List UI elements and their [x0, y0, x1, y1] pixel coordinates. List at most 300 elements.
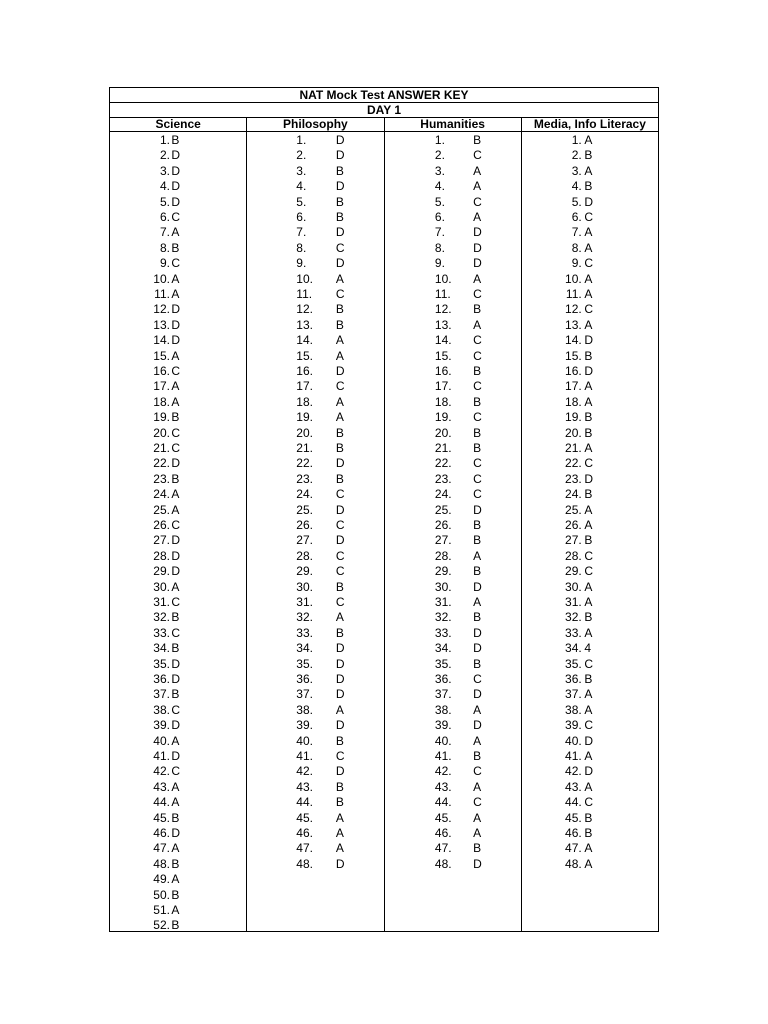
answer-row — [110, 148, 246, 163]
question-number: 22. — [434, 456, 452, 471]
question-number: 21. — [296, 441, 313, 455]
answer-letter: A — [171, 872, 180, 887]
question-number: 39. — [434, 718, 452, 733]
question-number: 25. — [565, 502, 582, 517]
question-number: 3. — [571, 163, 582, 178]
answer-row — [247, 148, 383, 163]
answer-letter: B — [335, 441, 344, 455]
answer-row — [522, 734, 658, 749]
answer-row — [110, 302, 246, 317]
answer-row — [110, 395, 246, 410]
answer-row — [110, 195, 246, 210]
question-number: 12. — [434, 302, 452, 317]
answer-letter: D — [335, 225, 345, 240]
answer-letter: D — [584, 364, 594, 378]
question-number: 18. — [153, 394, 170, 409]
answer-letter: B — [335, 779, 344, 794]
question-number: 7. — [434, 225, 445, 240]
question-number: 17. — [296, 379, 313, 394]
question-number: 30. — [434, 579, 452, 594]
answer-letter: A — [584, 856, 593, 871]
answer-letter: B — [171, 641, 180, 656]
question-number: 26. — [434, 518, 452, 532]
answer-row — [247, 580, 383, 595]
answer-row — [110, 672, 246, 687]
question-number: 7. — [571, 225, 582, 240]
answer-letter: C — [335, 564, 345, 579]
answer-letter: B — [335, 471, 344, 486]
answer-letter: B — [473, 518, 482, 532]
question-number: 44. — [296, 795, 313, 810]
question-number: 37. — [434, 687, 452, 702]
answer-letter: B — [584, 410, 593, 425]
answer-letter: A — [473, 271, 482, 286]
question-number: 2. — [296, 148, 307, 163]
question-number: 10. — [296, 271, 313, 286]
question-number: 12. — [565, 302, 582, 317]
answer-letter: D — [171, 749, 180, 763]
answer-letter: B — [335, 194, 344, 209]
answer-letter: B — [473, 841, 482, 856]
question-number: 8. — [434, 240, 445, 255]
answer-letter: D — [335, 456, 345, 471]
question-number: 38. — [296, 702, 313, 717]
answer-letter: A — [171, 379, 180, 394]
header-science: Science — [110, 118, 247, 131]
answer-letter: D — [171, 456, 180, 471]
question-number: 23. — [296, 471, 313, 486]
answer-row — [110, 564, 246, 579]
answer-letter: C — [473, 148, 482, 163]
answer-letter: A — [473, 163, 482, 178]
answer-row — [522, 718, 658, 733]
question-number: 30. — [565, 579, 582, 594]
answer-letter: A — [171, 225, 180, 240]
answer-letter: D — [584, 471, 594, 486]
answer-letter: C — [171, 625, 180, 640]
answer-row — [522, 641, 658, 656]
answer-row — [522, 148, 658, 163]
answer-letter: A — [171, 271, 180, 286]
question-number: 15. — [434, 348, 452, 363]
answer-row — [247, 333, 383, 348]
answer-letter: C — [171, 364, 180, 378]
answer-letter: B — [171, 471, 180, 486]
answer-row — [385, 795, 521, 810]
answer-row — [522, 518, 658, 533]
answer-row — [247, 564, 383, 579]
answer-letter: C — [473, 672, 482, 686]
answer-letter: B — [335, 425, 344, 440]
answer-row — [247, 626, 383, 641]
answer-row — [522, 487, 658, 502]
answer-row — [247, 318, 383, 333]
answer-row — [522, 687, 658, 702]
answer-letter: A — [584, 518, 593, 532]
question-number: 47. — [565, 841, 582, 856]
answer-row — [522, 395, 658, 410]
answer-row — [110, 241, 246, 256]
column-humanities — [385, 132, 522, 931]
answer-letter: B — [171, 887, 180, 902]
answer-row — [110, 641, 246, 656]
answer-letter: B — [584, 179, 593, 194]
question-number: 24. — [565, 487, 582, 502]
answer-row — [247, 364, 383, 379]
answer-letter: B — [335, 163, 344, 178]
question-number: 51. — [153, 903, 170, 917]
question-number: 16. — [565, 364, 582, 378]
question-number: 12. — [153, 302, 170, 317]
question-number: 41. — [565, 749, 582, 763]
answer-letter: C — [584, 656, 594, 671]
answer-row — [110, 918, 246, 933]
answer-row — [522, 533, 658, 548]
question-number: 46. — [434, 826, 452, 840]
answer-row — [385, 826, 521, 841]
answer-row — [247, 302, 383, 317]
answer-letter: A — [335, 348, 344, 363]
answer-row — [110, 256, 246, 271]
answer-letter: B — [335, 210, 344, 224]
answer-row — [247, 549, 383, 564]
answer-row — [385, 287, 521, 302]
answer-letter: D — [473, 625, 482, 640]
answer-row — [522, 703, 658, 718]
answer-letter: D — [171, 333, 180, 348]
question-number: 10. — [153, 271, 170, 286]
answer-letter: B — [473, 364, 482, 378]
answer-letter: D — [584, 194, 594, 209]
answer-letter: A — [584, 163, 593, 178]
question-number: 6. — [296, 210, 307, 224]
answer-letter: D — [473, 240, 482, 255]
answer-row — [247, 687, 383, 702]
question-number: 8. — [296, 240, 307, 255]
answer-letter: B — [335, 317, 344, 332]
answer-letter: B — [171, 687, 180, 702]
answer-row — [110, 841, 246, 856]
answer-row — [110, 518, 246, 533]
answer-row — [110, 718, 246, 733]
answer-row — [247, 503, 383, 518]
answer-letter: D — [335, 179, 345, 194]
answer-letter: A — [171, 502, 180, 517]
answer-row — [110, 287, 246, 302]
answer-row — [110, 595, 246, 610]
question-number: 12. — [296, 302, 313, 317]
answer-letter: D — [171, 194, 180, 209]
answer-row — [522, 210, 658, 225]
question-number: 1. — [296, 133, 307, 147]
question-number: 38. — [153, 702, 170, 717]
answer-letter: C — [335, 518, 345, 532]
question-number: 27. — [434, 533, 452, 548]
answer-row — [385, 703, 521, 718]
answer-letter: D — [473, 687, 482, 702]
question-number: 4. — [434, 179, 445, 194]
question-number: 23. — [565, 471, 582, 486]
question-number: 20. — [296, 425, 313, 440]
answer-letter: D — [171, 317, 180, 332]
header-philosophy: Philosophy — [247, 118, 384, 131]
answer-row — [247, 410, 383, 425]
answer-letter: A — [171, 779, 180, 794]
answer-letter: C — [473, 764, 482, 779]
answer-letter: B — [473, 441, 482, 455]
question-number: 50. — [153, 887, 170, 902]
question-number: 46. — [565, 826, 582, 840]
answer-letter: B — [171, 810, 180, 825]
question-number: 44. — [565, 795, 582, 810]
answer-letter: A — [171, 841, 180, 856]
answer-letter: C — [171, 518, 180, 532]
answer-row — [385, 302, 521, 317]
answer-row — [247, 595, 383, 610]
answer-row — [385, 133, 521, 148]
question-number: 47. — [153, 841, 170, 856]
answer-letter: D — [473, 579, 482, 594]
question-number: 32. — [296, 610, 313, 625]
answer-row — [522, 841, 658, 856]
question-number: 14. — [565, 333, 582, 348]
answer-row — [110, 580, 246, 595]
question-number: 34. — [565, 641, 582, 656]
answer-row — [110, 133, 246, 148]
question-number: 22. — [153, 456, 170, 471]
question-number: 39. — [565, 718, 582, 733]
answer-row — [385, 687, 521, 702]
question-number: 31. — [565, 595, 582, 609]
answer-letter: D — [171, 718, 180, 733]
answer-letter: D — [335, 672, 345, 686]
answer-letter: B — [584, 810, 593, 825]
question-number: 9. — [571, 256, 582, 271]
answer-row — [110, 179, 246, 194]
answer-letter: B — [171, 133, 180, 147]
answer-row — [110, 734, 246, 749]
answer-letter: A — [584, 271, 593, 286]
question-number: 34. — [296, 641, 313, 656]
answer-letter: B — [584, 348, 593, 363]
answer-row — [522, 456, 658, 471]
question-number: 36. — [153, 672, 170, 686]
question-number: 31. — [296, 595, 313, 609]
answer-letter: C — [473, 471, 482, 486]
answer-letter: A — [335, 841, 344, 856]
column-media-info-literacy — [522, 132, 658, 931]
answer-letter: C — [171, 764, 180, 779]
question-number: 17. — [434, 379, 452, 394]
answer-row — [247, 456, 383, 471]
answer-letter: D — [335, 687, 345, 702]
question-number: 28. — [565, 548, 582, 563]
answer-row — [247, 657, 383, 672]
answer-row — [385, 241, 521, 256]
answer-row — [522, 441, 658, 456]
answer-row — [247, 195, 383, 210]
question-number: 40. — [565, 733, 582, 748]
question-number: 25. — [434, 502, 452, 517]
answer-row — [247, 472, 383, 487]
answer-letter: D — [171, 163, 180, 178]
question-number: 5. — [434, 194, 445, 209]
question-number: 16. — [296, 364, 313, 378]
question-number: 33. — [434, 625, 452, 640]
question-number: 35. — [565, 656, 582, 671]
answer-row — [247, 287, 383, 302]
answer-row — [247, 441, 383, 456]
answer-letter: B — [584, 826, 593, 840]
answer-letter: B — [584, 533, 593, 548]
answer-letter: C — [584, 548, 594, 563]
answer-row — [247, 272, 383, 287]
answer-letter: D — [473, 502, 482, 517]
answer-letter: B — [473, 394, 482, 409]
question-number: 43. — [565, 779, 582, 794]
question-number: 36. — [565, 672, 582, 686]
answer-row — [110, 872, 246, 887]
answer-letter: C — [584, 564, 594, 579]
answer-letter: A — [335, 394, 344, 409]
question-number: 2. — [159, 148, 170, 163]
table-title: NAT Mock Test ANSWER KEY — [110, 88, 658, 103]
answer-letter: D — [335, 656, 345, 671]
answer-letter: C — [584, 210, 594, 224]
answer-letter: A — [584, 441, 593, 455]
answer-row — [110, 749, 246, 764]
answer-row — [385, 472, 521, 487]
answer-letter: A — [584, 595, 593, 609]
question-number: 5. — [296, 194, 307, 209]
answer-row — [247, 349, 383, 364]
answer-letter: A — [171, 795, 180, 810]
question-number: 40. — [153, 733, 170, 748]
answer-letter: B — [171, 856, 180, 871]
answer-letter: C — [171, 702, 180, 717]
question-number: 30. — [153, 579, 170, 594]
answer-row — [522, 241, 658, 256]
answer-row — [385, 441, 521, 456]
answer-row — [385, 272, 521, 287]
answer-row — [385, 487, 521, 502]
answer-letter: D — [171, 826, 180, 840]
answer-row — [522, 225, 658, 240]
answer-letter: D — [473, 641, 482, 656]
answer-letter: D — [171, 656, 180, 671]
answer-row — [385, 195, 521, 210]
answer-letter: B — [473, 133, 482, 147]
answer-row — [385, 718, 521, 733]
answer-letter: A — [584, 133, 593, 147]
answer-row — [385, 210, 521, 225]
question-number: 15. — [565, 348, 582, 363]
answer-row — [522, 364, 658, 379]
question-number: 35. — [296, 656, 313, 671]
answer-letter: C — [473, 194, 482, 209]
answer-letter: D — [171, 302, 180, 317]
question-number: 18. — [565, 394, 582, 409]
question-number: 43. — [434, 779, 452, 794]
question-number: 47. — [296, 841, 313, 856]
answer-letter: A — [584, 502, 593, 517]
answer-row — [247, 241, 383, 256]
answer-row — [522, 410, 658, 425]
answer-letter: B — [584, 672, 593, 686]
answer-row — [247, 533, 383, 548]
answer-letter: A — [584, 779, 593, 794]
answer-letter: A — [335, 410, 344, 425]
answer-letter: D — [584, 333, 594, 348]
question-number: 11. — [296, 287, 313, 301]
answer-letter: D — [335, 764, 345, 779]
answer-letter: D — [584, 764, 594, 779]
answer-letter: A — [584, 379, 593, 394]
question-number: 1. — [434, 133, 445, 147]
answer-letter: D — [171, 548, 180, 563]
answer-letter: A — [584, 687, 593, 702]
answer-letter: A — [584, 225, 593, 240]
question-number: 15. — [296, 348, 313, 363]
question-number: 38. — [565, 702, 582, 717]
question-number: 9. — [296, 256, 307, 271]
answer-row — [522, 379, 658, 394]
answer-letter: D — [335, 718, 345, 733]
answer-row — [247, 780, 383, 795]
question-number: 19. — [565, 410, 582, 425]
answer-letter: B — [473, 564, 482, 579]
header-media-info-literacy: Media, Info Literacy — [533, 117, 646, 131]
question-number: 14. — [296, 333, 313, 348]
question-number: 38. — [434, 702, 452, 717]
question-number: 20. — [153, 425, 170, 440]
answer-letter: A — [473, 779, 482, 794]
answer-letter: A — [335, 810, 344, 825]
question-number: 15. — [153, 348, 170, 363]
answer-letter: D — [171, 533, 180, 548]
answer-row — [522, 287, 658, 302]
question-number: 26. — [296, 518, 313, 532]
answer-row — [110, 472, 246, 487]
answer-letter: B — [335, 795, 344, 810]
answer-row — [522, 657, 658, 672]
question-number: 16. — [153, 364, 170, 378]
answer-row — [385, 857, 521, 872]
answer-letter: A — [584, 625, 593, 640]
answer-row — [110, 441, 246, 456]
answer-row — [522, 302, 658, 317]
question-number: 20. — [434, 425, 452, 440]
answer-row — [522, 256, 658, 271]
answer-row — [522, 780, 658, 795]
answer-row — [522, 164, 658, 179]
answer-letter: C — [584, 456, 594, 471]
answer-row — [385, 595, 521, 610]
question-number: 48. — [565, 856, 582, 871]
question-number: 8. — [571, 240, 582, 255]
question-number: 7. — [296, 225, 307, 240]
answer-letter: B — [171, 240, 180, 255]
answer-row — [247, 426, 383, 441]
answer-letter: B — [473, 425, 482, 440]
answer-letter: A — [335, 333, 344, 348]
answer-row — [247, 857, 383, 872]
answer-row — [247, 210, 383, 225]
question-number: 10. — [434, 271, 452, 286]
answer-row — [110, 410, 246, 425]
answer-row — [110, 903, 246, 918]
answer-row — [110, 687, 246, 702]
